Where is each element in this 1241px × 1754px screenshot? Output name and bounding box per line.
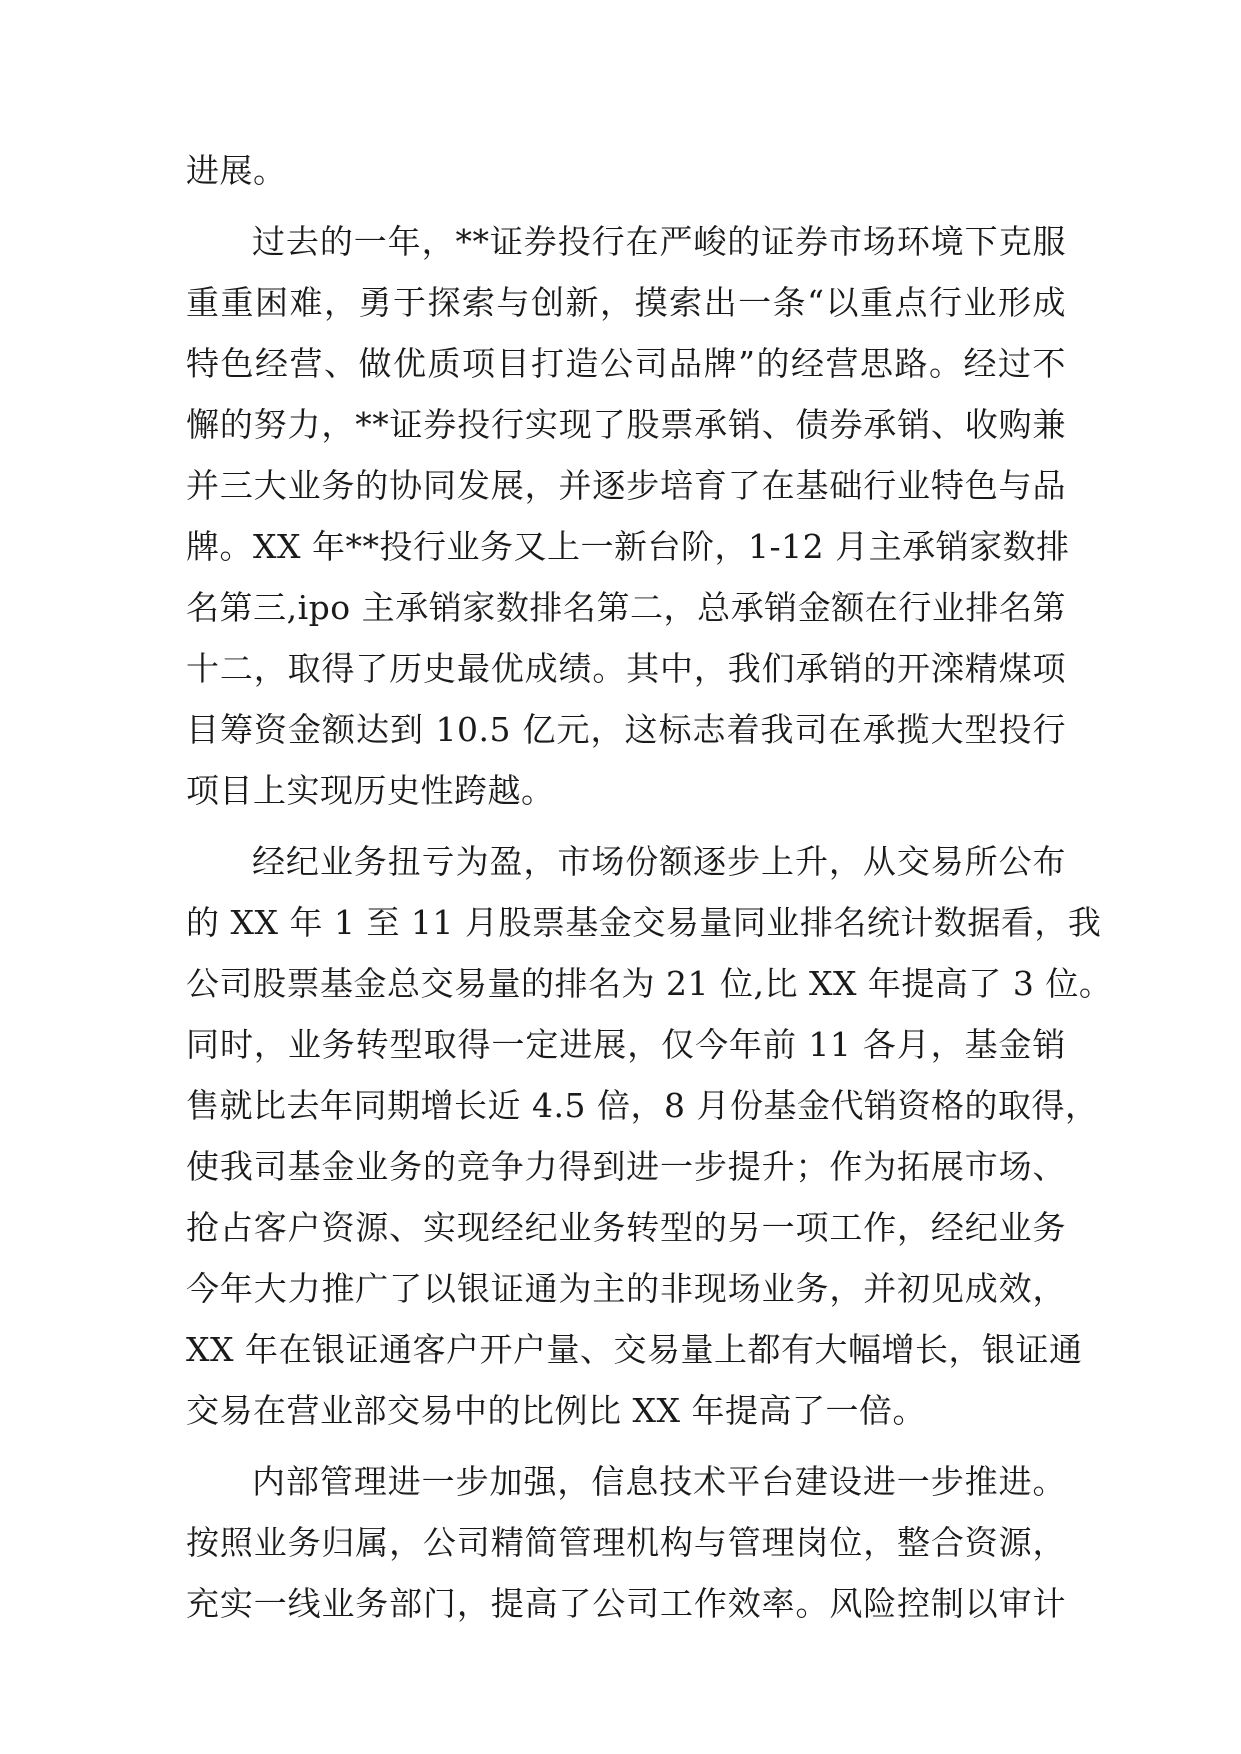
- paragraph: [186, 140, 1066, 201]
- paragraph-line: 抢占客户资源、实现经纪业务转型的另一项工作，经纪业务: [186, 1208, 1066, 1247]
- paragraph-line: 特色经营、做优质项目打造公司品牌”的经营思路。经过不: [186, 344, 1066, 383]
- paragraph: [186, 211, 1070, 821]
- paragraph: [186, 831, 1113, 1441]
- paragraph-line: 过去的一年，**证券投行在严峻的证券市场环境下克服: [252, 222, 1066, 261]
- paragraph-line: 按照业务归属，公司精简管理机构与管理岗位，整合资源，: [186, 1523, 1066, 1562]
- paragraph-line: 并三大业务的协同发展，并逐步培育了在基础行业特色与品: [186, 466, 1066, 505]
- paragraph-line: 充实一线业务部门，提高了公司工作效率。风险控制以审计: [186, 1584, 1066, 1623]
- paragraph: [186, 1451, 1066, 1634]
- paragraph-spacer: [186, 1441, 1066, 1451]
- paragraph-line: 售就比去年同期增长近 4.5 倍，8 月份基金代销资格的取得，: [186, 1086, 1099, 1125]
- paragraph-line: 的 XX 年 1 至 11 月股票基金交易量同业排名统计数据看，我: [186, 903, 1102, 942]
- paragraph-line: 重重困难，勇于探索与创新，摸索出一条“以重点行业形成: [186, 283, 1066, 322]
- paragraph-spacer: [186, 821, 1066, 831]
- paragraph-line: XX 年在银证通客户开户量、交易量上都有大幅增长，银证通: [186, 1330, 1083, 1369]
- paragraph-line: 项目上实现历史性跨越。: [186, 771, 555, 810]
- document-body: [186, 140, 1113, 1634]
- paragraph-line: 同时，业务转型取得一定进展，仅今年前 11 各月，基金销: [186, 1025, 1066, 1064]
- paragraph-line: 进展。: [186, 151, 287, 190]
- paragraph-line: 交易在营业部交易中的比例比 XX 年提高了一倍。: [186, 1391, 926, 1430]
- paragraph-line: 今年大力推广了以银证通为主的非现场业务，并初见成效，: [186, 1269, 1066, 1308]
- paragraph-line: 名第三,ipo 主承销家数排名第二，总承销金额在行业排名第: [186, 588, 1066, 627]
- paragraph-line: 牌。XX 年**投行业务又上一新台阶，1-12 月主承销家数排: [186, 527, 1070, 566]
- paragraph-line: 公司股票基金总交易量的排名为 21 位,比 XX 年提高了 3 位。: [186, 964, 1113, 1003]
- paragraph-line: 目筹资金额达到 10.5 亿元，这标志着我司在承揽大型投行: [186, 710, 1066, 749]
- paragraph-line: 经纪业务扭亏为盈，市场份额逐步上升，从交易所公布: [252, 842, 1066, 881]
- paragraph-line: 使我司基金业务的竞争力得到进一步提升；作为拓展市场、: [186, 1147, 1066, 1186]
- paragraph-spacer: [186, 201, 1066, 211]
- paragraph-line: 十二，取得了历史最优成绩。其中，我们承销的开滦精煤项: [186, 649, 1066, 688]
- paragraph-line: 内部管理进一步加强，信息技术平台建设进一步推进。: [252, 1462, 1066, 1501]
- paragraph-line: 懈的努力，**证券投行实现了股票承销、债券承销、收购兼: [186, 405, 1066, 444]
